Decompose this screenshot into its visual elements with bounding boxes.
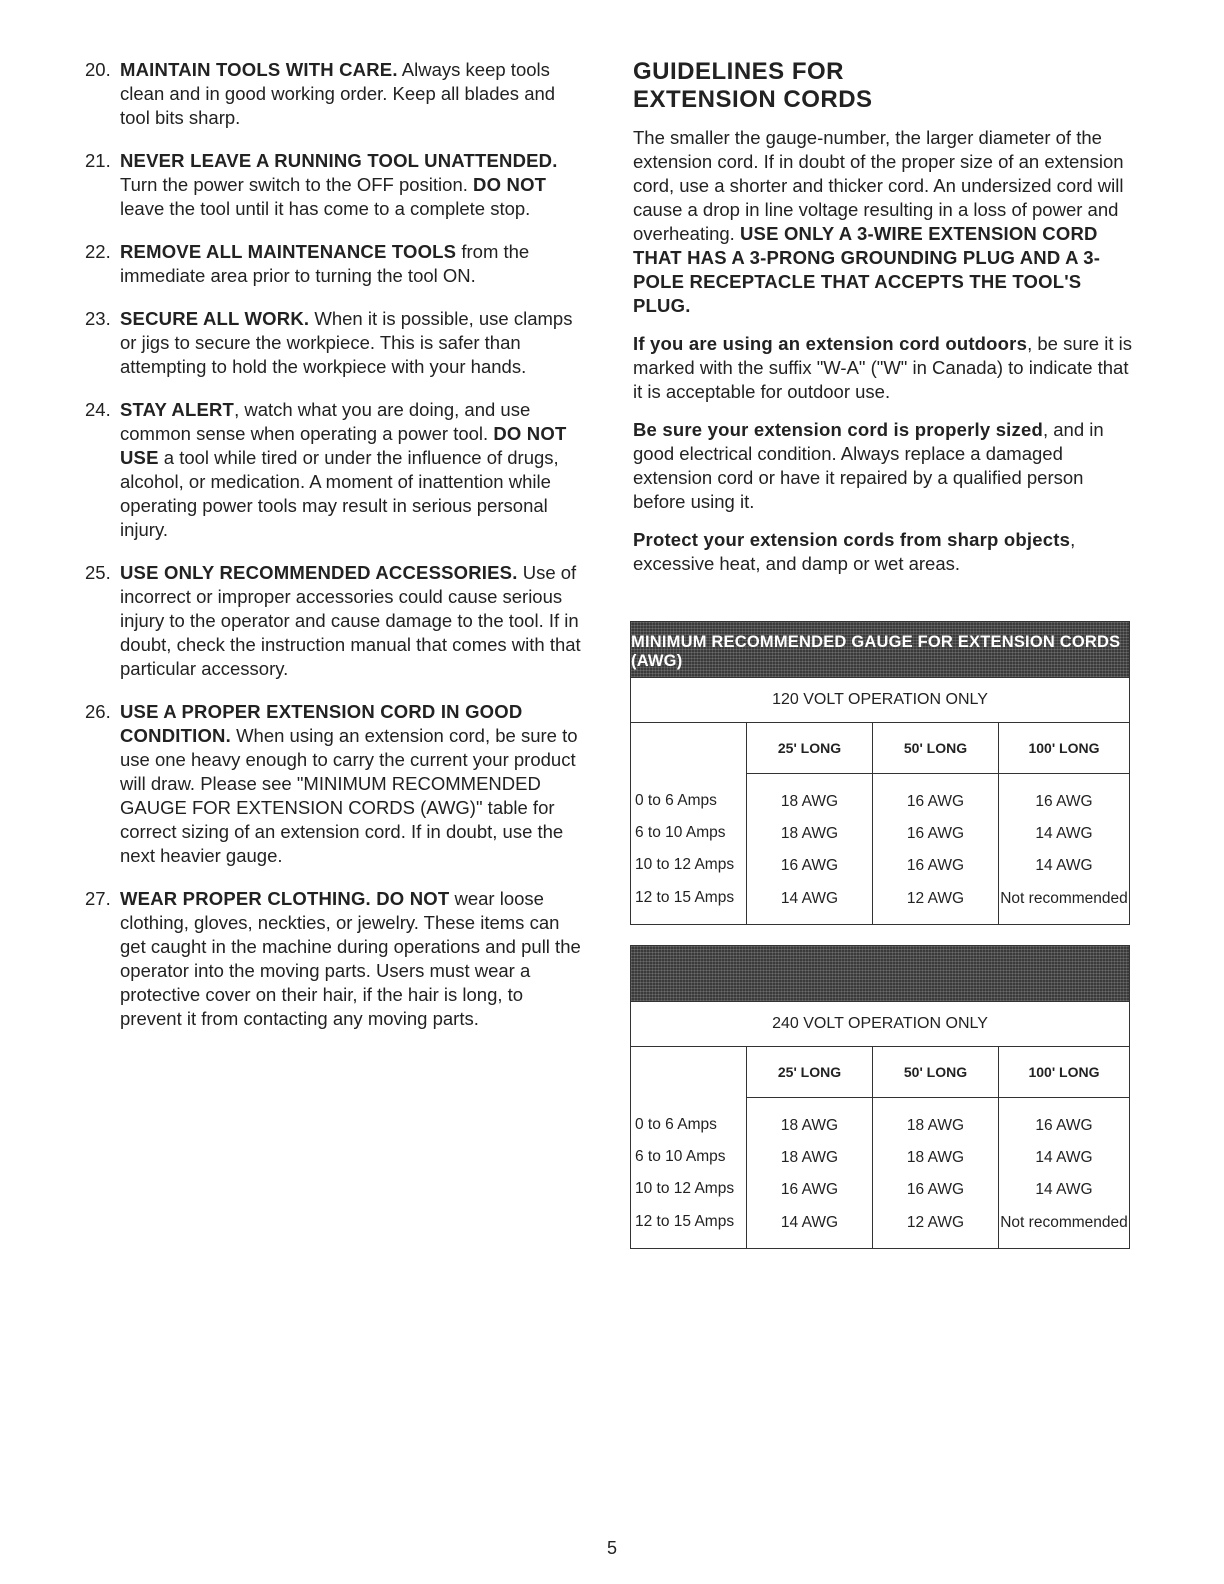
list-item: [85, 700, 585, 868]
table-cell: 6 to 10 Amps: [635, 824, 726, 841]
paragraph: [633, 528, 1133, 576]
table-cell: 18 AWG: [780, 1117, 839, 1134]
table-cell: 12 AWG: [906, 1214, 965, 1231]
table-cell: 14 AWG: [1035, 857, 1093, 874]
item-text: Always keep tools clean and in good working order. Keep all blades and tool bits sharp.: [120, 59, 556, 128]
column-header: 100' LONG: [999, 1047, 1129, 1098]
table-cell: 16 AWG: [1035, 1117, 1093, 1134]
item-lead: NEVER LEAVE A RUNNING TOOL UNATTENDED.: [120, 150, 558, 171]
table-cell: 14 AWG: [1035, 1181, 1093, 1198]
column-header: 50' LONG: [873, 1047, 998, 1098]
item-number: 27.: [85, 888, 111, 909]
item-body: [120, 307, 585, 379]
item-number: 24.: [85, 399, 111, 420]
item-body: [120, 58, 585, 130]
item-text: wear loose clothing, gloves, neckties, or jewelry. These items can get caught in the machine during operations and pull the operator into the moving parts. Users must wear a protective cover on their hair, if the hair is long, to prevent it from contacting any moving parts.: [120, 888, 581, 1029]
amps-column: [631, 1047, 747, 1248]
item-text: When it is possible, use clamps or jigs to secure the workpiece. This is safer than attempting to hold the workpiece with your hands.: [120, 308, 573, 377]
page-number: 5: [606, 1538, 617, 1558]
table-subtitle: 120 VOLT OPERATION ONLY: [631, 677, 1129, 722]
list-item: [85, 240, 585, 288]
table-cell: Not recommended: [1000, 1214, 1128, 1231]
item-body: [120, 240, 585, 288]
table-cell: 14 AWG: [1035, 1149, 1093, 1166]
item-lead: DO NOT: [473, 174, 547, 195]
item-lead: REMOVE ALL MAINTENANCE TOOLS: [120, 241, 457, 262]
item-text: leave the tool until it has come to a complete stop.: [120, 198, 531, 219]
paragraph-bold: If you are using an extension cord outdoors: [633, 333, 1028, 354]
item-text: Turn the power switch to the OFF position.: [120, 174, 474, 195]
paragraph-text: , be sure it is marked with the suffix "W-A" ("W" in Canada) to indicate that it is acceptable for outdoor use.: [633, 333, 1132, 402]
item-number: 23.: [85, 308, 111, 329]
col-25ft: [747, 723, 873, 924]
item-lead: STAY ALERT: [120, 399, 235, 420]
item-number: 22.: [85, 241, 111, 262]
table-grid: [631, 722, 1129, 924]
paragraph-bold: Protect your extension cords from sharp objects: [633, 529, 1071, 550]
item-number: 21.: [85, 150, 111, 171]
item-lead: MAINTAIN TOOLS WITH CARE.: [120, 59, 398, 80]
table-cell: 18 AWG: [780, 1149, 839, 1166]
table-title-bar: [631, 946, 1129, 1001]
list-item: [85, 58, 585, 130]
table-cell: 16 AWG: [780, 1181, 839, 1198]
amps-column: [631, 723, 747, 924]
heading-line: GUIDELINES FOR: [633, 58, 845, 85]
table-cell: 16 AWG: [906, 825, 965, 842]
column-header: 25' LONG: [747, 723, 872, 774]
table-cell: 10 to 12 Amps: [635, 1180, 735, 1197]
table-cell: 6 to 10 Amps: [635, 1148, 726, 1165]
section-heading: [633, 58, 1133, 114]
table-title: MINIMUM RECOMMENDED GAUGE FOR EXTENSION CORDS (AWG): [631, 622, 1129, 677]
column-header: 100' LONG: [999, 723, 1129, 774]
item-body: [120, 398, 585, 542]
table-cell: 16 AWG: [780, 857, 839, 874]
header-blank: [631, 723, 746, 773]
gauge-table-120v: [630, 621, 1130, 925]
header-blank: [631, 1047, 746, 1097]
col-25ft: [747, 1047, 873, 1248]
item-lead: USE ONLY RECOMMENDED ACCESSORIES.: [120, 562, 518, 583]
table-cell: 16 AWG: [1035, 793, 1093, 810]
item-number: 25.: [85, 562, 111, 583]
list-item: [85, 887, 585, 1031]
gauge-table-240v: [630, 945, 1130, 1249]
table-cell: 18 AWG: [906, 1117, 965, 1134]
item-number: 20.: [85, 59, 111, 80]
col-100ft: [999, 723, 1129, 924]
list-item: [85, 307, 585, 379]
item-body: [120, 700, 585, 868]
col-100ft: [999, 1047, 1129, 1248]
table-cell: 16 AWG: [906, 793, 965, 810]
item-body: [120, 887, 585, 1031]
paragraph-bold: Be sure your extension cord is properly sized: [633, 419, 1043, 440]
safety-rules-list: [85, 58, 585, 1050]
table-cell: 10 to 12 Amps: [635, 856, 735, 873]
table-grid: [631, 1046, 1129, 1248]
table-cell: 14 AWG: [780, 890, 839, 907]
list-item: [85, 149, 585, 221]
paragraph: [633, 332, 1133, 404]
item-lead: WEAR PROPER CLOTHING. DO NOT: [120, 888, 450, 909]
list-item: [85, 561, 585, 681]
item-lead: USE A PROPER EXTENSION CORD IN GOOD CONDITION.: [120, 701, 523, 746]
table-cell: 12 AWG: [906, 890, 965, 907]
item-lead: DO NOT USE: [120, 423, 567, 468]
paragraph: [633, 126, 1133, 318]
table-cell: Not recommended: [1000, 890, 1128, 907]
table-cell: 0 to 6 Amps: [635, 1116, 717, 1133]
table-cell: 12 to 15 Amps: [635, 889, 735, 906]
item-text: Use of incorrect or improper accessories could cause serious injury to the operator and cause damage to the tool. If in doubt, check the instruction manual that comes with that particular accessory.: [120, 562, 581, 679]
table-subtitle: 240 VOLT OPERATION ONLY: [631, 1001, 1129, 1046]
item-number: 26.: [85, 701, 111, 722]
table-cell: 14 AWG: [780, 1214, 839, 1231]
paragraph-text: , excessive heat, and damp or wet areas.: [633, 529, 1076, 574]
paragraph: [633, 418, 1133, 514]
table-cell: 12 to 15 Amps: [635, 1213, 735, 1230]
table-cell: 16 AWG: [906, 857, 965, 874]
col-50ft: [873, 1047, 999, 1248]
table-cell: 0 to 6 Amps: [635, 792, 717, 809]
paragraph-bold: USE ONLY A 3-WIRE EXTENSION CORD THAT HAS A 3-PRONG GROUNDING PLUG AND A 3-POLE RECEPTACLE THAT ACCEPTS THE TOOL'S PLUG.: [633, 223, 1101, 316]
column-header: 25' LONG: [747, 1047, 872, 1098]
table-cell: 18 AWG: [780, 793, 839, 810]
item-text: When using an extension cord, be sure to use one heavy enough to carry the current your product will draw. Please see "MINIMUM RECOMMENDED GAUGE FOR EXTENSION CORDS (AWG)" table for correct sizing of an extension cord. If in doubt, use the next heavier gauge.: [120, 725, 578, 866]
extension-cord-guidelines: [633, 58, 1133, 590]
paragraph-text: , and in good electrical condition. Always replace a damaged extension cord or have it repaired by a qualified person before using it.: [633, 419, 1104, 512]
item-body: [120, 561, 585, 681]
col-50ft: [873, 723, 999, 924]
table-cell: 18 AWG: [906, 1149, 965, 1166]
paragraph-text: The smaller the gauge-number, the larger diameter of the extension cord. If in doubt of the proper size of an extension cord, use a shorter and thicker cord. An undersized cord will cause a drop in line voltage resulting in a loss of power and overheating.: [633, 127, 1124, 244]
table-cell: 16 AWG: [906, 1181, 965, 1198]
item-text: , watch what you are doing, and use common sense when operating a power tool.: [120, 399, 531, 444]
table-cell: 14 AWG: [1035, 825, 1093, 842]
heading-line: EXTENSION CORDS: [633, 86, 873, 113]
item-text: a tool while tired or under the influence of drugs, alcohol, or medication. A moment of inattention while operating power tools may result in serious personal injury.: [120, 447, 559, 540]
item-text: from the immediate area prior to turning the tool ON.: [120, 241, 530, 286]
column-header: 50' LONG: [873, 723, 998, 774]
item-lead: SECURE ALL WORK.: [120, 308, 310, 329]
list-item: [85, 398, 585, 542]
table-cell: 18 AWG: [780, 825, 839, 842]
item-body: [120, 149, 585, 221]
